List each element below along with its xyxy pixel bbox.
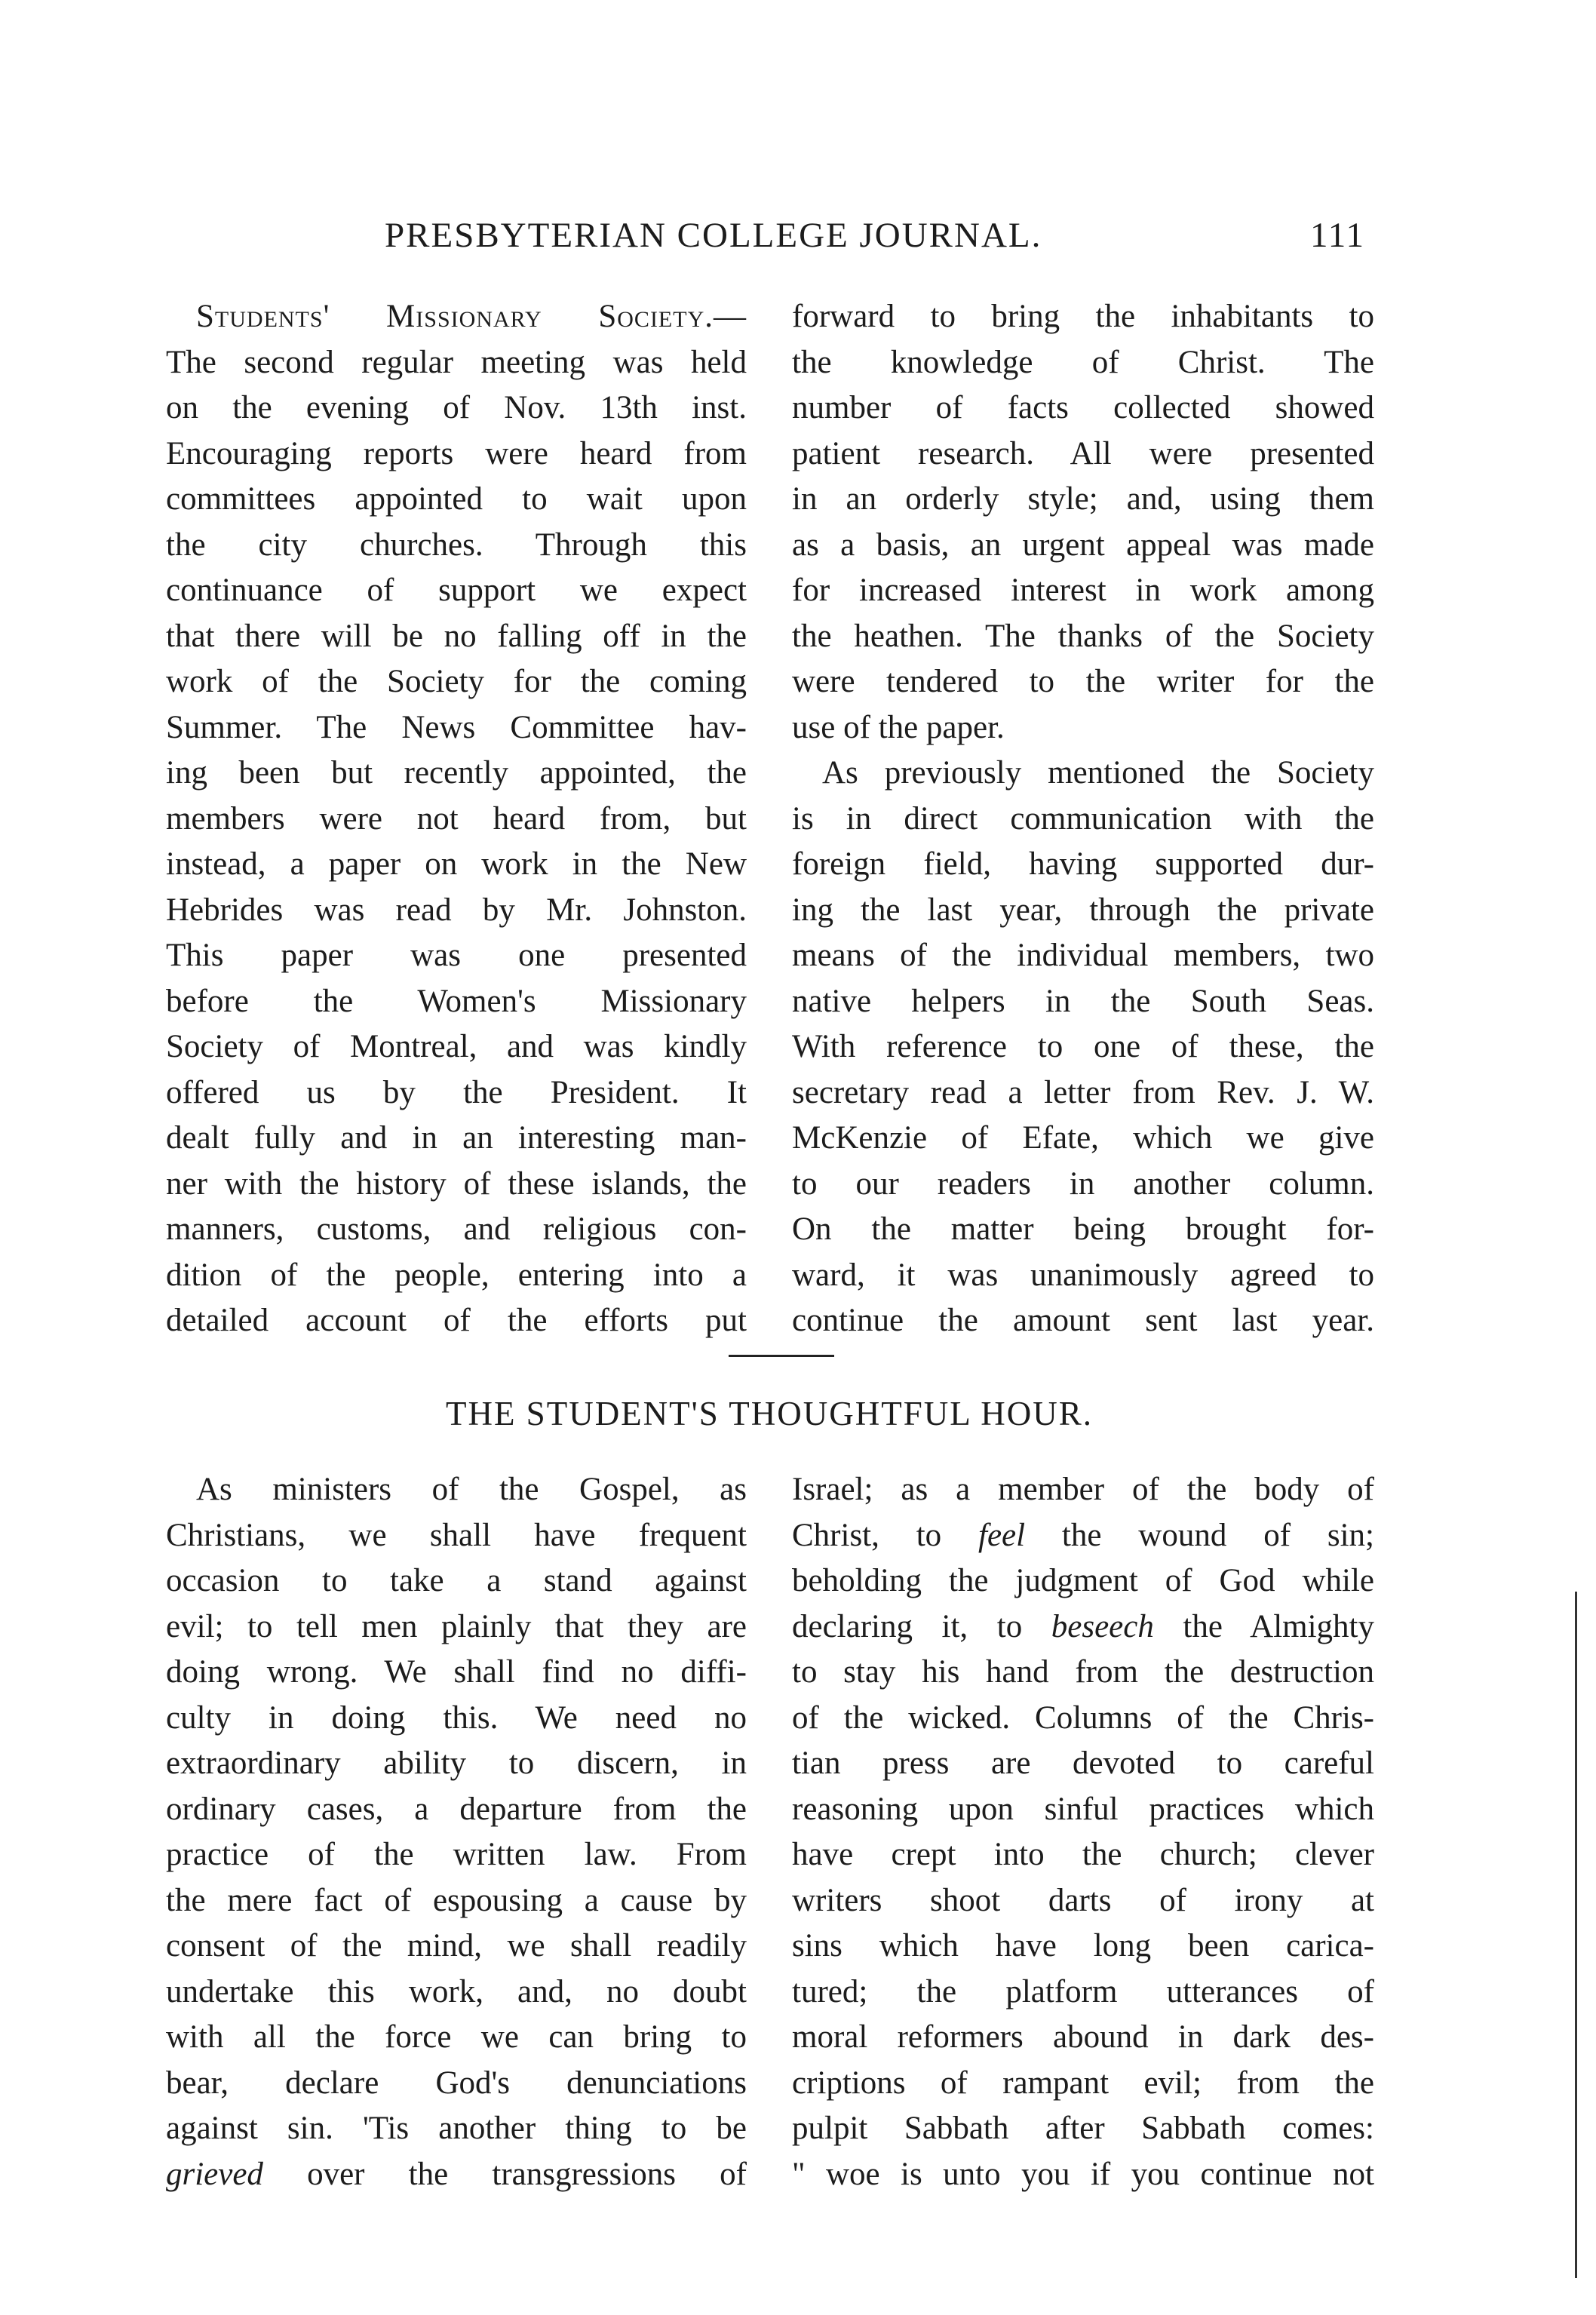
- society-report-left-column: [166, 294, 747, 1344]
- thoughtful-hour-right-column: [792, 1467, 1374, 2197]
- text-line: pulpit Sabbath after Sabbath comes:: [792, 2111, 1374, 2146]
- text-line: tian press are devoted to careful: [792, 1745, 1374, 1781]
- text-line: doing wrong. We shall find no diffi-: [166, 1654, 747, 1690]
- text-line: use of the paper.: [792, 709, 1005, 745]
- text-line: With reference to one of these, the: [792, 1029, 1374, 1064]
- margin-line-mark: [1575, 1592, 1577, 2278]
- text-line: Summer. The News Committee hav-: [166, 709, 747, 745]
- society-heading-line: [166, 294, 747, 340]
- text-line: of the wicked. Columns of the Chris-: [792, 1699, 1374, 1736]
- text-line: tured; the platform utterances of: [792, 1973, 1374, 2010]
- section-title: THE STUDENT'S THOUGHTFUL HOUR.: [445, 1395, 1094, 1432]
- text-fragment: the wound of sin;: [1025, 1517, 1374, 1553]
- text-line: moral reformers abound in dark des-: [792, 2019, 1374, 2055]
- text-line: ing been but recently appointed, the: [166, 755, 747, 791]
- text-line: reasoning upon sinful practices which: [792, 1791, 1374, 1827]
- text-line: writers shoot darts of irony at: [792, 1882, 1374, 1918]
- text-line: beholding the judgment of God while: [792, 1563, 1374, 1598]
- text-line: the mere fact of espousing a cause by: [166, 1882, 747, 1918]
- text-line: continuance of support we expect: [166, 573, 747, 608]
- society-report-right-column: [792, 294, 1374, 1344]
- text-line: with all the force we can bring to: [166, 2019, 747, 2055]
- page-number: 111: [1309, 216, 1365, 255]
- text-line: committees appointed to wait upon: [166, 481, 747, 517]
- text-fragment: Christ, to: [792, 1517, 979, 1553]
- text-line: bear, declare God's denunciations: [166, 2065, 747, 2101]
- thoughtful-hour-left-column: [166, 1467, 747, 2197]
- text-line: Encouraging reports were heard from: [166, 435, 747, 471]
- text-line: the knowledge of Christ. The: [792, 344, 1374, 380]
- text-line: means of the individual members, two: [792, 938, 1374, 973]
- text-line: detailed account of the efforts put: [166, 1303, 747, 1338]
- text-line: The second regular meeting was held: [166, 344, 747, 380]
- text-line: forward to bring the inhabitants to: [792, 299, 1374, 334]
- text-line: " woe is unto you if you continue not: [792, 2156, 1374, 2192]
- text-line: that there will be no falling off in the: [166, 618, 747, 654]
- text-line: have crept into the church; clever: [792, 1837, 1374, 1872]
- text-line: ordinary cases, a departure from the: [166, 1791, 747, 1827]
- text-line: against sin. 'Tis another thing to be: [166, 2111, 747, 2146]
- text-line: Christians, we shall have frequent: [166, 1517, 747, 1553]
- text-line: work of the Society for the coming: [166, 664, 747, 699]
- text-line: secretary read a letter from Rev. J. W.: [792, 1074, 1374, 1110]
- text-line: native helpers in the South Seas.: [792, 983, 1374, 1019]
- text-line: in an orderly style; and, using them: [792, 481, 1374, 517]
- text-line: occasion to take a stand against: [166, 1563, 747, 1598]
- text-line: dealt fully and in an interesting man-: [166, 1120, 747, 1156]
- text-line: [792, 1513, 1374, 1559]
- text-line: As previously mentioned the Society: [822, 755, 1374, 791]
- text-line: to stay his hand from the destruction: [792, 1654, 1374, 1690]
- text-line: dition of the people, entering into a: [166, 1257, 747, 1293]
- text-fragment: declaring it, to: [792, 1608, 1051, 1644]
- italic-word: feel: [978, 1517, 1026, 1553]
- text-line: practice of the written law. From: [166, 1837, 747, 1872]
- text-line: the city churches. Through this: [166, 527, 747, 563]
- section-divider-rule: [729, 1355, 834, 1357]
- text-fragment: the Almighty: [1153, 1608, 1375, 1644]
- text-line: ing the last year, through the private: [792, 892, 1374, 928]
- text-line: foreign field, having supported dur-: [792, 846, 1374, 882]
- text-line: As ministers of the Gospel, as: [196, 1472, 747, 1507]
- text-line: On the matter being brought for-: [792, 1211, 1374, 1247]
- text-line: sins which have long been carica-: [792, 1928, 1374, 1963]
- text-line: Hebrides was read by Mr. Johnston.: [166, 892, 747, 928]
- text-line: is in direct communication with the: [792, 800, 1374, 837]
- text-line: [166, 2152, 747, 2198]
- text-line: ward, it was unanimously agreed to: [792, 1257, 1374, 1293]
- text-line: culty in doing this. We need no: [166, 1699, 747, 1736]
- text-line: number of facts collected showed: [792, 390, 1374, 425]
- text-line: Society of Montreal, and was kindly: [166, 1029, 747, 1064]
- text-line: [792, 1604, 1374, 1650]
- text-line: for increased interest in work among: [792, 573, 1374, 608]
- text-line: consent of the mind, we shall readily: [166, 1928, 747, 1963]
- text-line: manners, customs, and religious con-: [166, 1211, 747, 1247]
- text-line: extraordinary ability to discern, in: [166, 1745, 747, 1781]
- running-title: PRESBYTERIAN COLLEGE JOURNAL.: [385, 216, 1042, 255]
- text-fragment: over the transgressions of: [262, 2156, 747, 2192]
- italic-word: beseech: [1051, 1608, 1154, 1644]
- text-line: continue the amount sent last year.: [792, 1303, 1374, 1338]
- text-line: before the Women's Missionary: [166, 983, 747, 1019]
- text-line: McKenzie of Efate, which we give: [792, 1120, 1374, 1156]
- text-line: Israel; as a member of the body of: [792, 1472, 1374, 1507]
- running-head: [385, 215, 1365, 268]
- society-heading: Students' Missionary Society.—: [196, 299, 747, 334]
- text-line: evil; to tell men plainly that they are: [166, 1608, 747, 1644]
- text-line: This paper was one presented: [166, 938, 747, 973]
- text-line: offered us by the President. It: [166, 1074, 747, 1110]
- italic-word: grieved: [166, 2156, 263, 2192]
- text-line: on the evening of Nov. 13th inst.: [166, 390, 747, 425]
- text-line: ner with the history of these islands, the: [166, 1165, 747, 1202]
- text-line: members were not heard from, but: [166, 800, 747, 837]
- text-line: to our readers in another column.: [792, 1165, 1374, 1202]
- text-line: criptions of rampant evil; from the: [792, 2065, 1374, 2101]
- text-line: undertake this work, and, no doubt: [166, 1973, 747, 2010]
- text-line: patient research. All were presented: [792, 435, 1374, 471]
- text-line: the heathen. The thanks of the Society: [792, 618, 1374, 654]
- text-line: as a basis, an urgent appeal was made: [792, 527, 1374, 563]
- text-line: were tendered to the writer for the: [792, 664, 1374, 699]
- text-line: instead, a paper on work in the New: [166, 846, 747, 882]
